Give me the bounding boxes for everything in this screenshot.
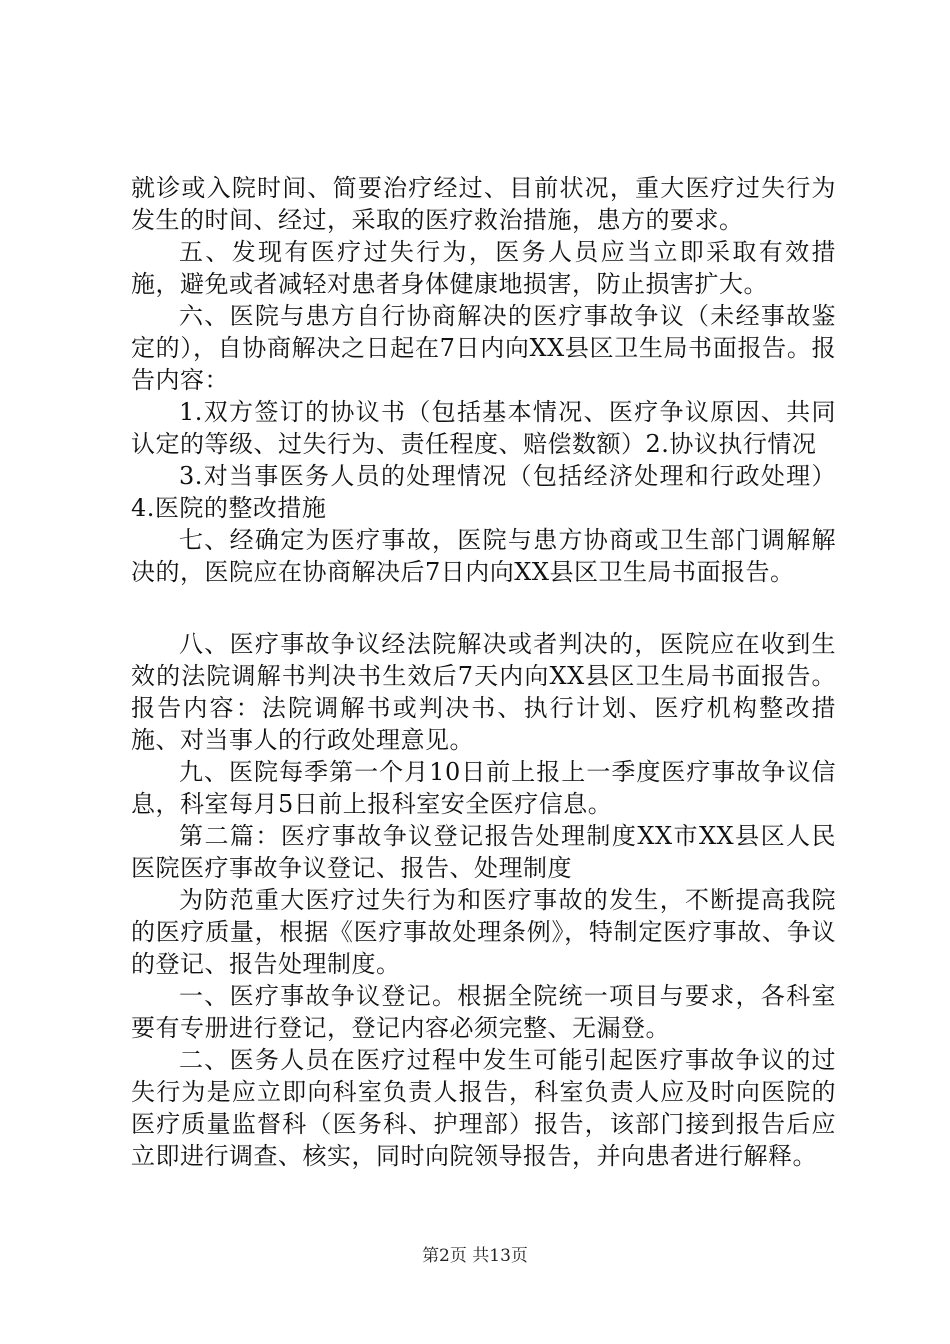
paragraph-gap (131, 588, 836, 628)
paragraph-2: 五、发现有医疗过失行为，医务人员应当立即采取有效措施，避免或者减轻对患者身体健康地损害，防止损害扩大。 (131, 238, 836, 298)
document-body (131, 172, 836, 1172)
paragraph-8: 九、医院每季第一个月10日前上报上一季度医疗事故争议信息，科室每月5日前上报科室安全医疗信息。 (131, 758, 836, 818)
paragraph-4: 1.双方签订的协议书（包括基本情况、医疗争议原因、共同认定的等级、过失行为、责任程度、赔偿数额）2.协议执行情况 (131, 398, 836, 458)
paragraph-6: 七、经确定为医疗事故，医院与患方协商或卫生部门调解解决的，医院应在协商解决后7日内向XX县区卫生局书面报告。 (131, 526, 836, 586)
paragraph-10: 为防范重大医疗过失行为和医疗事故的发生，不断提高我院的医疗质量，根据《医疗事故处理条例》，特制定医疗事故、争议的登记、报告处理制度。 (131, 886, 836, 978)
paragraph-1: 就诊或入院时间、简要治疗经过、目前状况，重大医疗过失行为发生的时间、经过，采取的医疗救治措施，患方的要求。 (131, 174, 836, 234)
page-footer: 第2页 共13页 (422, 1246, 528, 1266)
paragraph-7: 八、医疗事故争议经法院解决或者判决的，医院应在收到生效的法院调解书判决书生效后7天内向XX县区卫生局书面报告。报告内容：法院调解书或判决书、执行计划、医疗机构整改措施、对当事人的行政处理意见。 (131, 630, 836, 754)
paragraph-12: 二、医务人员在医疗过程中发生可能引起医疗事故争议的过失行为是应立即向科室负责人报告，科室负责人应及时向医院的医疗质量监督科（医务科、护理部）报告，该部门接到报告后应立即进行调查、核实，同时向院领导报告，并向患者进行解释。 (131, 1046, 836, 1170)
paragraph-5: 3.对当事医务人员的处理情况（包括经济处理和行政处理）4.医院的整改措施 (131, 462, 836, 522)
paragraph-11: 一、医疗事故争议登记。根据全院统一项目与要求，各科室要有专册进行登记，登记内容必须完整、无漏登。 (131, 982, 836, 1042)
paragraph-9: 第二篇：医疗事故争议登记报告处理制度XX市XX县区人民医院医疗事故争议登记、报告、处理制度 (131, 822, 836, 882)
paragraph-3: 六、医院与患方自行协商解决的医疗事故争议（未经事故鉴定的），自协商解决之日起在7日内向XX县区卫生局书面报告。报告内容： (131, 302, 836, 394)
